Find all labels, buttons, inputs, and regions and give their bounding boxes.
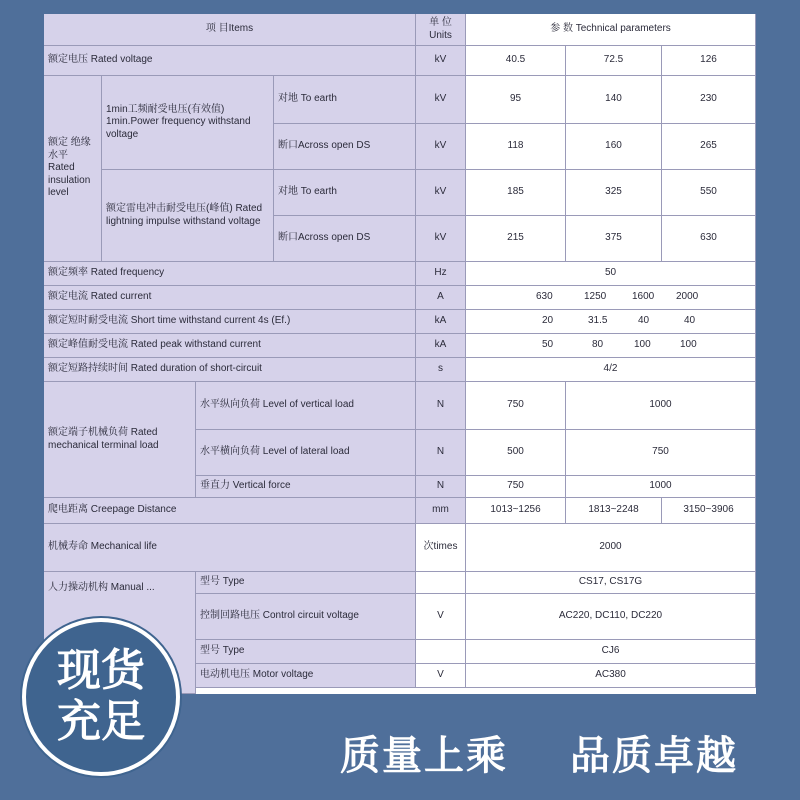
rated-voltage-value: 126 (662, 46, 756, 76)
vertical-force-value: 750 (466, 476, 566, 498)
peak-value: 100 (634, 339, 651, 351)
short-time-value: 31.5 (588, 315, 608, 327)
motor-voltage-unit: V (416, 664, 466, 688)
peak-unit: kA (416, 334, 466, 358)
li-to-earth-value: 185 (466, 170, 566, 216)
motor-voltage-value: AC380 (466, 664, 756, 688)
creepage-label: 爬电距离 Creepage Distance (44, 498, 416, 524)
pf-across-value: 265 (662, 124, 756, 170)
control-voltage-unit: V (416, 594, 466, 640)
frequency-value: 50 (466, 262, 756, 286)
current-value: 630 (536, 291, 553, 303)
header-unit: 单 位 Units (416, 14, 466, 46)
vertical-load-value: 1000 (566, 382, 756, 430)
control-voltage-value: AC220, DC110, DC220 (466, 594, 756, 640)
manual-type-value: CS17, CS17G (466, 572, 756, 594)
mech-life-value: 2000 (466, 524, 756, 572)
lateral-load-label: 水平横向负荷 Level of lateral load (196, 430, 416, 476)
short-duration-value: 4/2 (466, 358, 756, 382)
pf-across-value: 160 (566, 124, 662, 170)
current-unit: A (416, 286, 466, 310)
lightning-label: 额定雷电冲击耐受电压(峰值) Rated lightning impulse withstand voltage (102, 170, 274, 262)
manual-type-unit (416, 572, 466, 594)
peak-values (466, 334, 756, 358)
li-to-earth-value: 550 (662, 170, 756, 216)
creepage-value: 3150~3906 (662, 498, 756, 524)
mech-life-unit: 次times (416, 524, 466, 572)
lateral-load-unit: N (416, 430, 466, 476)
slogan-right: 品质卓越 (570, 733, 738, 779)
peak-value: 50 (542, 339, 554, 351)
rated-voltage-unit: kV (416, 46, 466, 76)
short-time-value: 40 (638, 315, 650, 327)
pf-to-earth-value: 230 (662, 76, 756, 124)
motor-voltage-label: 电动机电压 Motor voltage (196, 664, 416, 688)
short-time-values (466, 310, 756, 334)
manual-type-label: 型号 Type (196, 572, 416, 594)
pf-to-earth-label: 对地 To earth (274, 76, 416, 124)
creepage-value: 1013~1256 (466, 498, 566, 524)
vertical-load-unit: N (416, 382, 466, 430)
pf-to-earth-value: 95 (466, 76, 566, 124)
peak-label: 额定峰值耐受电流 Rated peak withstand current (44, 334, 416, 358)
control-voltage-label: 控制回路电压 Control circuit voltage (196, 594, 416, 640)
stamp-line-2: 充足 (57, 696, 145, 747)
motor-type-label: 型号 Type (196, 640, 416, 664)
lateral-load-value: 500 (466, 430, 566, 476)
terminal-load-label: 额定端子机械负荷 Rated mechanical terminal load (44, 382, 196, 498)
slogan-bar (0, 694, 800, 800)
li-across-unit: kV (416, 216, 466, 262)
current-value: 1250 (584, 291, 607, 303)
creepage-value: 1813~2248 (566, 498, 662, 524)
power-frequency-label: 1min工频耐受电压(有效值) 1min.Power frequency withstand voltage (102, 76, 274, 170)
current-label: 额定电流 Rated current (44, 286, 416, 310)
peak-value: 80 (592, 339, 604, 351)
short-time-value: 20 (542, 315, 554, 327)
header-item: 项 目Items (44, 14, 416, 46)
li-across-value: 375 (566, 216, 662, 262)
pf-to-earth-value: 140 (566, 76, 662, 124)
li-to-earth-unit: kV (416, 170, 466, 216)
rated-voltage-value: 40.5 (466, 46, 566, 76)
li-across-value: 630 (662, 216, 756, 262)
li-to-earth-label: 对地 To earth (274, 170, 416, 216)
pf-to-earth-unit: kV (416, 76, 466, 124)
pf-across-value: 118 (466, 124, 566, 170)
rated-voltage-label: 额定电压 Rated voltage (44, 46, 416, 76)
li-across-label: 断口Across open DS (274, 216, 416, 262)
spec-table (44, 14, 756, 694)
vertical-force-label: 垂直力 Vertical force (196, 476, 416, 498)
stamp-line-1: 现货 (57, 645, 145, 697)
li-to-earth-value: 325 (566, 170, 662, 216)
motor-type-unit (416, 640, 466, 664)
motor-type-value: CJ6 (466, 640, 756, 664)
frequency-unit: Hz (416, 262, 466, 286)
vertical-load-label: 水平纵向负荷 Level of vertical load (196, 382, 416, 430)
short-time-label: 额定短时耐受电流 Short time withstand current 4s (Ef.) (44, 310, 416, 334)
header-params: 参 数 Technical parameters (466, 14, 756, 46)
li-across-value: 215 (466, 216, 566, 262)
slogan-left: 质量上乘 (340, 733, 508, 779)
vertical-load-value: 750 (466, 382, 566, 430)
rated-voltage-value: 72.5 (566, 46, 662, 76)
short-duration-label: 额定短路持续时间 Rated duration of short-circuit (44, 358, 416, 382)
pf-across-unit: kV (416, 124, 466, 170)
manual-label: 人力操动机构 Manual ... (44, 572, 196, 694)
lateral-load-value: 750 (566, 430, 756, 476)
short-duration-unit: s (416, 358, 466, 382)
insulation-label: 额定 绝缘 水平 Rated insulation level (44, 76, 102, 262)
peak-value: 100 (680, 339, 697, 351)
current-value: 1600 (632, 291, 655, 303)
current-value: 2000 (676, 291, 699, 303)
mech-life-label: 机械寿命 Mechanical life (44, 524, 416, 572)
pf-across-label: 断口Across open DS (274, 124, 416, 170)
short-time-value: 40 (684, 315, 696, 327)
creepage-unit: mm (416, 498, 466, 524)
vertical-force-unit: N (416, 476, 466, 498)
current-values (466, 286, 756, 310)
frequency-label: 额定频率 Rated frequency (44, 262, 416, 286)
vertical-force-value: 1000 (566, 476, 756, 498)
short-time-unit: kA (416, 310, 466, 334)
